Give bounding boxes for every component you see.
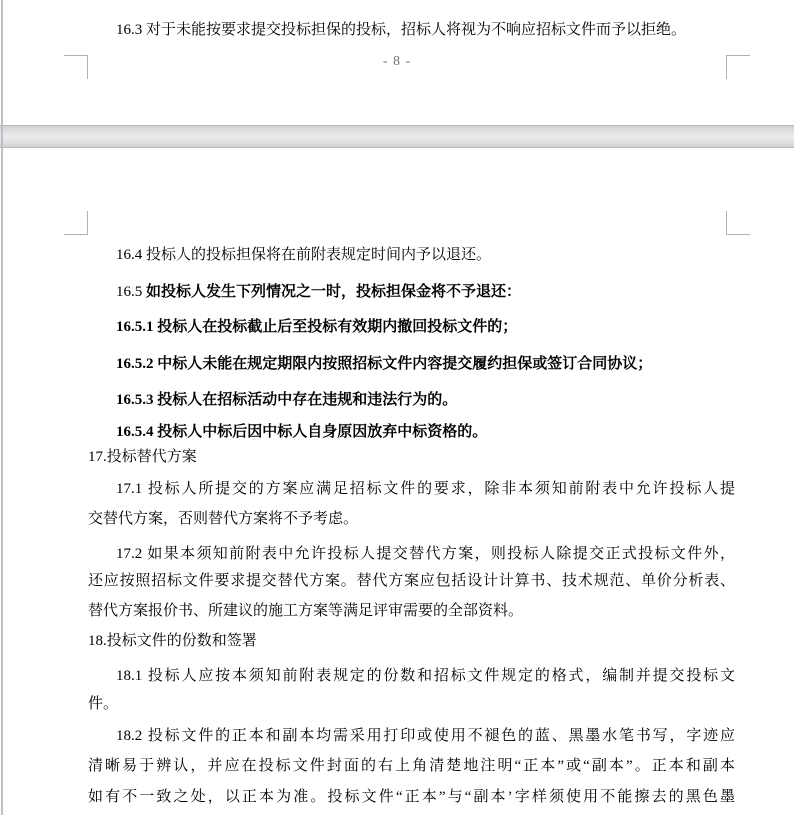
doc-text: 17.投标替代方案 — [88, 449, 197, 465]
doc-text-bold: 16.5.4 投标人中标后因中标人自身原因放弃中标资格的。 — [116, 424, 488, 440]
doc-line — [88, 757, 735, 776]
doc-line — [116, 667, 735, 686]
doc-text: 件。 — [88, 696, 119, 712]
page-gap-separator — [0, 125, 794, 148]
doc-line — [116, 423, 735, 442]
doc-text: 清晰易于辨认，并应在投标文件封面的右上角清楚地注明“正本”或“副本”。正本和副本 — [88, 758, 735, 774]
doc-line — [88, 572, 735, 591]
doc-text: 还应按照招标文件要求提交替代方案。替代方案应包括设计计算书、技术规范、单价分析表、 — [88, 573, 735, 589]
doc-text: 17.1 投标人所提交的方案应满足招标文件的要求，除非本须知前附表中允许投标人提 — [116, 481, 735, 497]
doc-line — [116, 545, 735, 564]
page-previous[interactable] — [0, 0, 794, 125]
canvas-left-border — [1, 0, 3, 815]
doc-line — [88, 788, 735, 807]
doc-line — [116, 246, 735, 265]
page-current[interactable] — [0, 148, 794, 815]
doc-text: 如有不一致之处，以正本为准。投标文件“正本”与“副本’字样须使用不能擦去的黑色墨 — [88, 789, 735, 805]
doc-text-bold: 16.5.3 投标人在招标活动中存在违规和违法行为的。 — [116, 392, 458, 408]
doc-text: 18.2 投标文件的正本和副本均需采用打印或使用不褪色的蓝、黑墨水笔书写，字迹应 — [116, 728, 735, 744]
doc-text-bold: 16.5.2 中标人未能在规定期限内按照招标文件内容提交履约担保或签订合同协议； — [116, 356, 653, 372]
doc-line — [88, 510, 735, 529]
doc-line — [116, 480, 735, 499]
doc-text: 18.投标文件的份数和签署 — [88, 633, 257, 649]
doc-text: 18.1 投标人应按本须知前附表规定的份数和招标文件规定的格式，编制并提交投标文 — [116, 668, 735, 684]
doc-text-bold: 16.5.1 投标人在投标截止后至投标有效期内撤回投标文件的； — [116, 319, 518, 335]
doc-line — [116, 727, 735, 746]
doc-line — [88, 448, 735, 467]
doc-line — [88, 602, 735, 621]
doc-line — [88, 632, 735, 651]
doc-text: 16.5 — [116, 284, 146, 300]
doc-text-bold: 如投标人发生下列情况之一时，投标担保金将不予退还： — [146, 284, 522, 300]
doc-text: 替代方案报价书、所建议的施工方案等满足评审需要的全部资料。 — [88, 603, 524, 619]
paragraph-16-3: 16.3 对于未能按要求提交投标担保的投标，招标人将视为不响应招标文件而予以拒绝。 — [116, 22, 687, 38]
doc-line — [116, 355, 735, 374]
doc-text: 17.2 如果本须知前附表中允许投标人提交替代方案，则投标人除提交正式投标文件外， — [116, 546, 735, 562]
page-number: - 8 - — [382, 54, 412, 69]
doc-text: 交替代方案，否则替代方案将不予考虑。 — [88, 511, 359, 527]
document-body — [88, 148, 735, 815]
margin-mark-top-left — [64, 211, 88, 235]
doc-line — [116, 391, 735, 410]
doc-line — [116, 318, 735, 337]
doc-line — [116, 283, 735, 302]
doc-text: 16.4 投标人的投标担保将在前附表规定时间内予以退还。 — [116, 247, 492, 263]
doc-line — [88, 695, 735, 714]
